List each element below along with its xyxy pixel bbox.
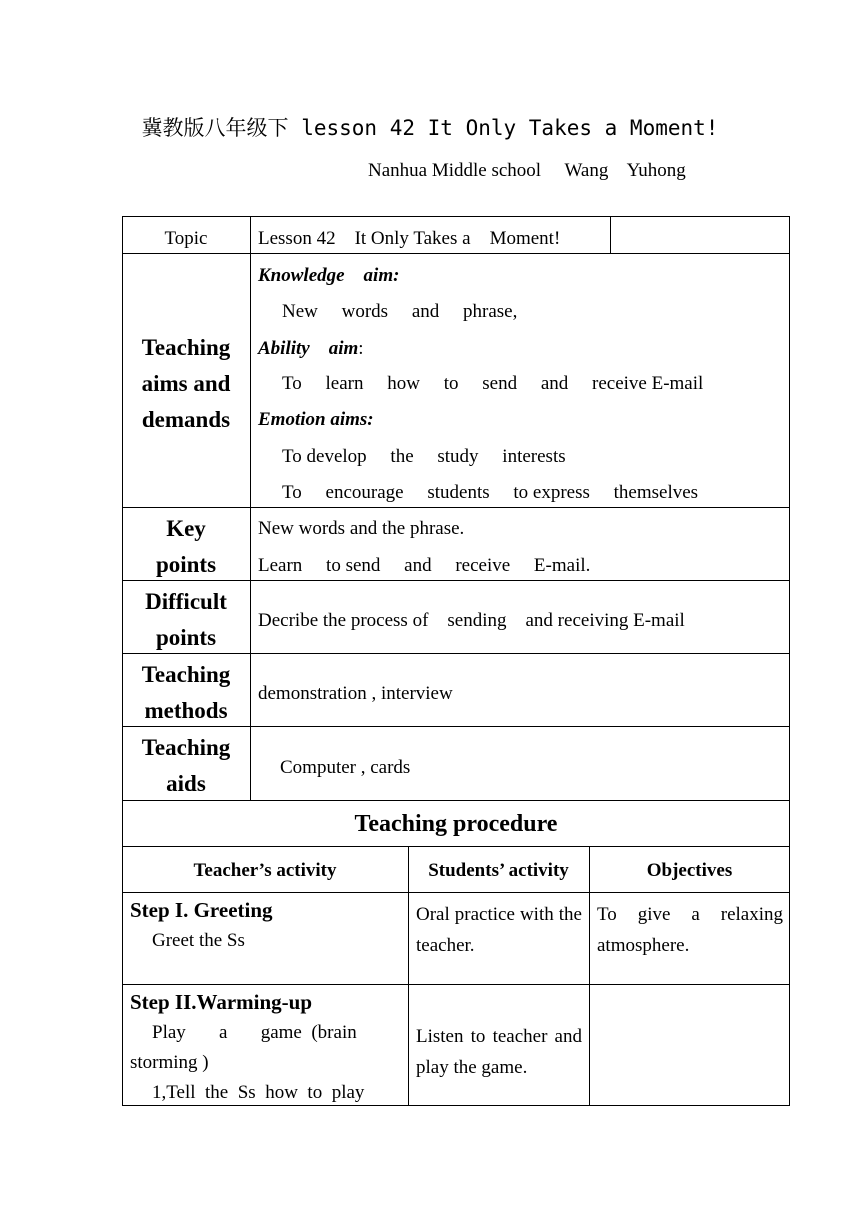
methods-text: demonstration , interview bbox=[258, 683, 453, 704]
document-title: 冀教版八年级下 lesson 42 It Only Takes a Moment! bbox=[141, 116, 719, 140]
key-points-label-line: points bbox=[155, 552, 217, 577]
column-header-students: Students’ activity bbox=[428, 860, 569, 881]
key-points-label-line: Key bbox=[166, 516, 206, 541]
step1-teacher: Greet the Ss bbox=[152, 930, 245, 951]
aims-label-line: Teaching bbox=[141, 335, 231, 360]
methods-label-line: Teaching bbox=[141, 662, 231, 687]
aids-label-line: aids bbox=[166, 771, 206, 796]
aids-label-line: Teaching bbox=[141, 735, 231, 760]
topic-value: Lesson 42 It Only Takes a Moment! bbox=[258, 228, 561, 249]
emotion-aim-text: To encourage students to express themselves bbox=[282, 482, 699, 503]
difficult-points-label-line: points bbox=[155, 625, 217, 650]
key-points-text: Learn to send and receive E-mail. bbox=[258, 555, 591, 576]
step1-title: Step I. Greeting bbox=[130, 898, 273, 922]
knowledge-aim-text: New words and phrase, bbox=[282, 301, 518, 322]
aims-label-line: aims and bbox=[141, 371, 231, 396]
key-points-text: New words and the phrase. bbox=[258, 518, 465, 539]
key-points-label bbox=[122, 511, 250, 583]
topic-label: Topic bbox=[164, 228, 208, 249]
knowledge-aim-title: Knowledge aim: bbox=[258, 265, 400, 286]
author-line: Nanhua Middle school Wang Yuhong bbox=[368, 160, 686, 181]
methods-label bbox=[122, 657, 250, 729]
procedure-heading: Teaching procedure bbox=[354, 811, 558, 837]
difficult-points-label-line: Difficult bbox=[145, 589, 227, 614]
step1-students: Oral practice with the teacher. bbox=[416, 904, 582, 956]
aims-label bbox=[122, 330, 250, 438]
step2-students: Listen to teacher and play the game. bbox=[416, 1026, 582, 1078]
aids-text: Computer , cards bbox=[280, 757, 411, 778]
ability-aim-text: To learn how to send and receive E-mail bbox=[282, 373, 704, 394]
ability-aim-colon: : bbox=[358, 338, 364, 359]
aims-label-line: demands bbox=[141, 407, 231, 432]
ability-aim-title: Ability aim bbox=[258, 338, 359, 359]
ability-aim-heading bbox=[258, 338, 364, 360]
emotion-aim-text: To develop the study interests bbox=[282, 446, 566, 467]
step1-objective: To give a relaxing atmosphere. bbox=[597, 904, 783, 956]
step2-title: Step II.Warming-up bbox=[130, 990, 313, 1014]
step2-teacher-line: storming ) bbox=[130, 1052, 209, 1073]
step2-teacher-line: 1,Tell the Ss how to play bbox=[152, 1082, 365, 1103]
emotion-aim-title: Emotion aims: bbox=[258, 409, 374, 430]
difficult-points-text: Decribe the process of sending and receiving E-mail bbox=[258, 610, 685, 631]
aids-label bbox=[122, 730, 250, 802]
column-header-objectives: Objectives bbox=[646, 860, 733, 881]
methods-label-line: methods bbox=[144, 698, 228, 723]
difficult-points-label bbox=[122, 584, 250, 656]
column-header-teacher: Teacher’s activity bbox=[193, 860, 337, 881]
step2-teacher-line: Play a game (brain bbox=[152, 1022, 357, 1043]
